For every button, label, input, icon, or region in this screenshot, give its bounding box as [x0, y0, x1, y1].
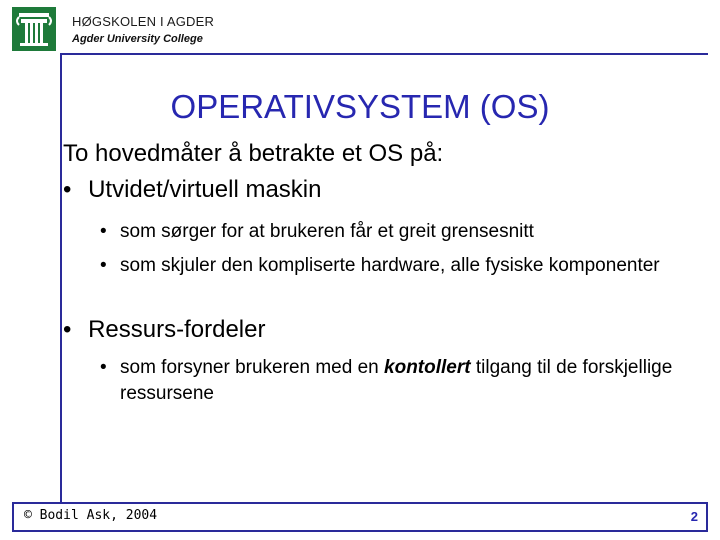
sub-bullet-marker: • [100, 357, 107, 378]
sub-bullet-1-1 [100, 219, 700, 245]
slide-title: OPERATIVSYSTEM (OS) [170, 88, 550, 125]
sub-bullet-1-2 [100, 253, 680, 279]
sub-bullet-text: som sørger for at brukeren får et greit grensesnitt [120, 221, 534, 242]
sub-bullet-2-1 [100, 355, 680, 407]
bullet-text: Utvidet/virtuell maskin [88, 176, 322, 203]
org-name: HØGSKOLEN I AGDER [72, 14, 215, 29]
page-number: 2 [690, 509, 698, 524]
sub-bullet-text-post: tilgang til de forskjellige ressursene [120, 357, 673, 404]
column-logo-icon [12, 7, 56, 51]
bullet-2 [63, 316, 265, 344]
sub-bullet-marker: • [100, 221, 107, 242]
header-divider [60, 53, 708, 55]
bullet-text: Ressurs-fordeler [88, 316, 266, 343]
bullet-marker: • [63, 176, 72, 203]
sub-bullet-marker: • [100, 255, 107, 276]
bullet-1 [63, 176, 321, 204]
slide-intro: To hovedmåter å betrakte et OS på: [63, 140, 444, 167]
sub-bullet-text-pre: som forsyner brukeren med en [120, 357, 385, 378]
sub-bullet-text [100, 355, 680, 407]
sub-bullet-text: som skjuler den kompliserte hardware, alle fysiske komponenter [120, 255, 660, 276]
bullet-marker: • [63, 316, 72, 343]
org-subtitle: Agder University College [72, 33, 203, 45]
emphasis-word: kontollert [384, 357, 471, 378]
footer-copyright: © Bodil Ask, 2004 [24, 508, 158, 523]
